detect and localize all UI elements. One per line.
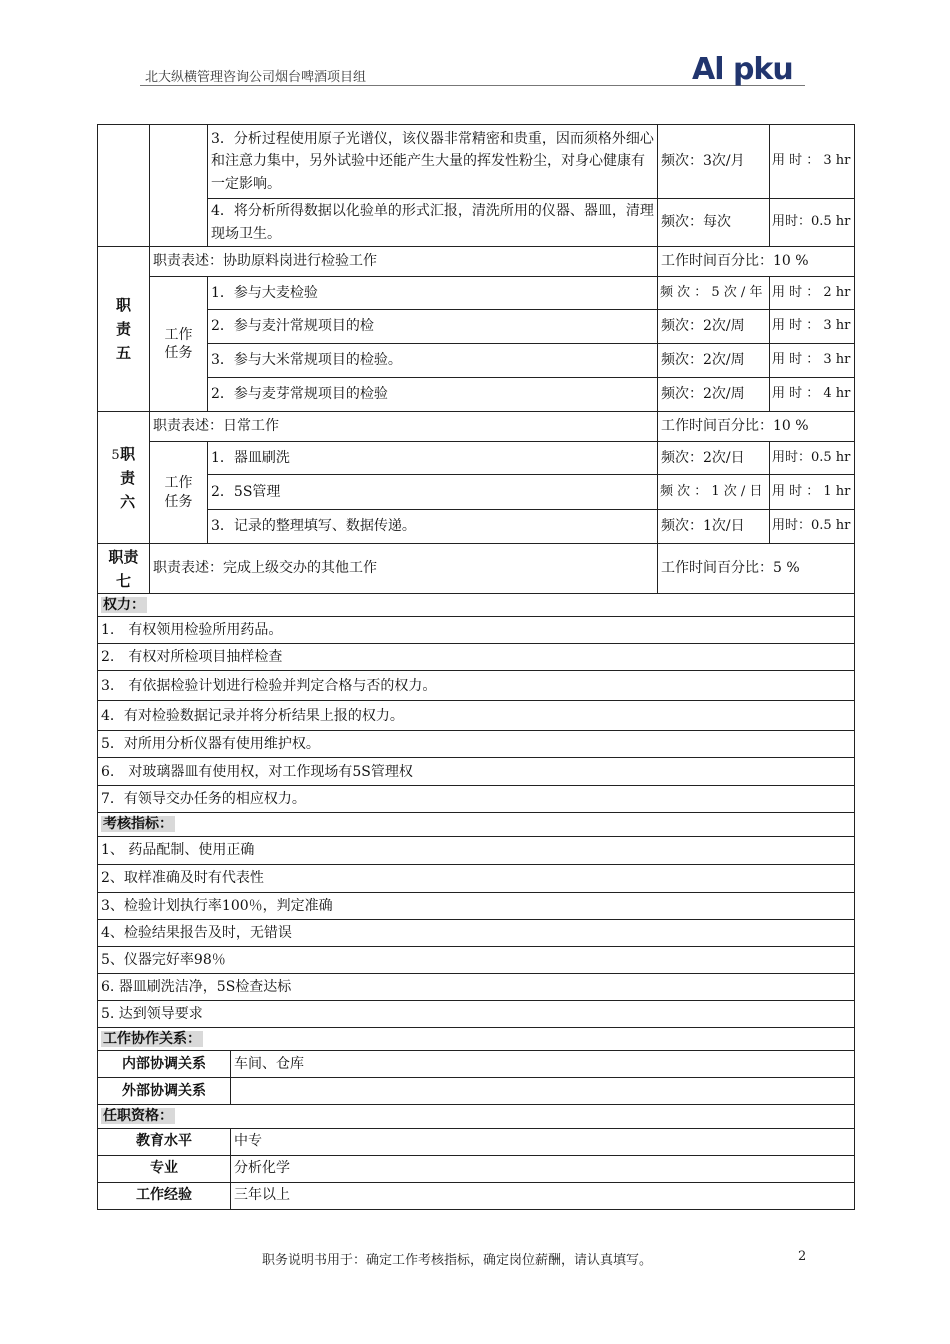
duty6-time-percent: 工作时间百分比：10 % xyxy=(658,412,855,442)
qual-label: 工作经验 xyxy=(98,1182,231,1209)
qual-row xyxy=(98,1128,855,1155)
qual-value: 中专 xyxy=(231,1128,855,1155)
qual-value: 分析化学 xyxy=(231,1155,855,1182)
kpi-item: 2、取样准确及时有代表性 xyxy=(98,864,855,892)
kpi-item: 5、仪器完好率98％ xyxy=(98,946,855,973)
job-description-table xyxy=(97,124,855,1210)
duty6-task-label-text: 工作任务 xyxy=(164,475,193,510)
kpi-item: 5. 达到领导要求 xyxy=(98,1000,855,1027)
qual-title xyxy=(98,1105,855,1128)
duty4-task-label-cell xyxy=(150,125,208,247)
duty5-task-label xyxy=(150,277,208,412)
task-text: 2．5S管理 xyxy=(208,475,658,510)
task-text: 1．参与大麦检验 xyxy=(208,277,658,310)
duty5-task-row xyxy=(98,310,855,344)
task-frequency: 频次：2次/周 xyxy=(658,310,770,344)
duty7-time-percent: 工作时间百分比：5 % xyxy=(658,544,855,594)
duty7-description: 职责表述：完成上级交办的其他工作 xyxy=(150,544,658,594)
company-logo xyxy=(692,52,807,88)
duty7-label xyxy=(98,544,150,594)
kpi-title-row xyxy=(98,813,855,836)
kpi-item: 4、检验结果报告及时，无错误 xyxy=(98,919,855,946)
duty5-task-row xyxy=(98,378,855,412)
logo-text: Al pku xyxy=(692,52,793,87)
footer-note: 职务说明书用于：确定工作考核指标，确定岗位薪酬，请认真填写。 xyxy=(262,1253,653,1268)
task-time: 用 时 ： 3 hr xyxy=(770,125,855,199)
task-frequency: 频次：1次/日 xyxy=(658,510,770,544)
header-company: 北大纵横管理咨询公司烟台啤酒项目组 xyxy=(145,70,367,85)
duty4-task-row xyxy=(98,125,855,199)
coop-title-text: 工作协作关系： xyxy=(103,1030,201,1047)
task-frequency: 频次：3次/月 xyxy=(658,125,770,199)
duty6-task-row xyxy=(98,510,855,544)
task-text: 3．记录的整理填写、数据传递。 xyxy=(208,510,658,544)
duty5-time-percent: 工作时间百分比：10 % xyxy=(658,247,855,277)
duty5-label-text: 职责五 xyxy=(115,296,131,362)
power-item: 6. 对玻璃器皿有使用权，对工作现场有5S管理权 xyxy=(98,758,855,786)
power-title xyxy=(98,594,855,617)
qual-row xyxy=(98,1182,855,1209)
duty6-desc-row xyxy=(98,412,855,442)
task-frequency: 频次：2次/日 xyxy=(658,442,770,475)
duty5-task-label-text: 工作任务 xyxy=(164,326,193,361)
qual-title-text: 任职资格： xyxy=(103,1108,173,1125)
qual-label: 专业 xyxy=(98,1155,231,1182)
task-text: 1．器皿刷洗 xyxy=(208,442,658,475)
task-frequency: 频 次 ： 1 次 / 日 xyxy=(658,475,770,510)
power-item: 7．有领导交办任务的相应权力。 xyxy=(98,786,855,813)
duty5-label xyxy=(98,247,150,412)
task-time: 用 时 ： 3 hr xyxy=(770,310,855,344)
power-title-text: 权力： xyxy=(103,597,145,613)
task-time: 用时：0.5 hr xyxy=(770,442,855,475)
task-text: 4．将分析所得数据以化验单的形式汇报，清洗所用的仪器、器皿，清理现场卫生。 xyxy=(208,199,658,247)
task-time: 用 时 ： 2 hr xyxy=(770,277,855,310)
duty6-prefix: 5 xyxy=(111,447,120,463)
power-item: 2. 有权对所检项目抽样检查 xyxy=(98,644,855,671)
task-text: 3．分析过程使用原子光谱仪，该仪器非常精密和贵重，因而须格外细心和注意力集中，另外试验中还能产生大量的挥发性粉尘，对身心健康有一定影响。 xyxy=(208,125,658,199)
task-frequency: 频次：每次 xyxy=(658,199,770,247)
duty5-description: 职责表述：协助原料岗进行检验工作 xyxy=(150,247,658,277)
task-time: 用 时 ： 3 hr xyxy=(770,344,855,378)
duty6-task-row xyxy=(98,475,855,510)
kpi-item: 3、检验计划执行率100％，判定准确 xyxy=(98,892,855,919)
task-time: 用 时 ： 4 hr xyxy=(770,378,855,412)
qual-label: 教育水平 xyxy=(98,1128,231,1155)
coop-external-label: 外部协调关系 xyxy=(98,1078,231,1105)
kpi-item: 6. 器皿刷洗洁净，5S检查达标 xyxy=(98,973,855,1000)
task-time: 用时：0.5 hr xyxy=(770,510,855,544)
kpi-title xyxy=(98,813,855,836)
task-frequency: 频次：2次/周 xyxy=(658,344,770,378)
duty4-task-row xyxy=(98,199,855,247)
page-number: 2 xyxy=(798,1249,807,1264)
task-frequency: 频 次 ： 5 次 / 年 xyxy=(658,277,770,310)
task-time: 用时：0.5 hr xyxy=(770,199,855,247)
task-time: 用 时 ： 1 hr xyxy=(770,475,855,510)
qual-row xyxy=(98,1155,855,1182)
task-text: 3．参与大米常规项目的检验。 xyxy=(208,344,658,378)
power-item: 3. 有依据检验计划进行检验并判定合格与否的权力。 xyxy=(98,671,855,701)
coop-title xyxy=(98,1027,855,1050)
duty7-label-text: 职责七 xyxy=(108,547,139,590)
duty6-description: 职责表述：日常工作 xyxy=(150,412,658,442)
power-item: 5．对所用分析仪器有使用维护权。 xyxy=(98,731,855,758)
coop-title-row xyxy=(98,1027,855,1050)
duty6-label xyxy=(98,412,150,544)
duty6-task-row xyxy=(98,442,855,475)
coop-internal-row xyxy=(98,1051,855,1078)
power-title-row xyxy=(98,594,855,617)
coop-external-row xyxy=(98,1078,855,1105)
duty6-label-text: 职责六 xyxy=(120,444,136,511)
qual-value: 三年以上 xyxy=(231,1182,855,1209)
task-frequency: 频次：2次/周 xyxy=(658,378,770,412)
duty5-task-row xyxy=(98,277,855,310)
kpi-title-text: 考核指标： xyxy=(103,816,173,833)
kpi-item: 1、 药品配制、使用正确 xyxy=(98,836,855,864)
coop-internal-label: 内部协调关系 xyxy=(98,1051,231,1078)
coop-external-value xyxy=(231,1078,855,1105)
qual-title-row xyxy=(98,1105,855,1128)
duty5-task-row xyxy=(98,344,855,378)
coop-internal-value: 车间、仓库 xyxy=(231,1051,855,1078)
duty7-row xyxy=(98,544,855,594)
duty6-task-label xyxy=(150,442,208,544)
duty4-label-cell xyxy=(98,125,150,247)
task-text: 2．参与麦芽常规项目的检验 xyxy=(208,378,658,412)
power-item: 4．有对检验数据记录并将分析结果上报的权力。 xyxy=(98,701,855,731)
duty5-desc-row xyxy=(98,247,855,277)
task-text: 2．参与麦汁常规项目的检 xyxy=(208,310,658,344)
power-item: 1. 有权领用检验所用药品。 xyxy=(98,617,855,644)
